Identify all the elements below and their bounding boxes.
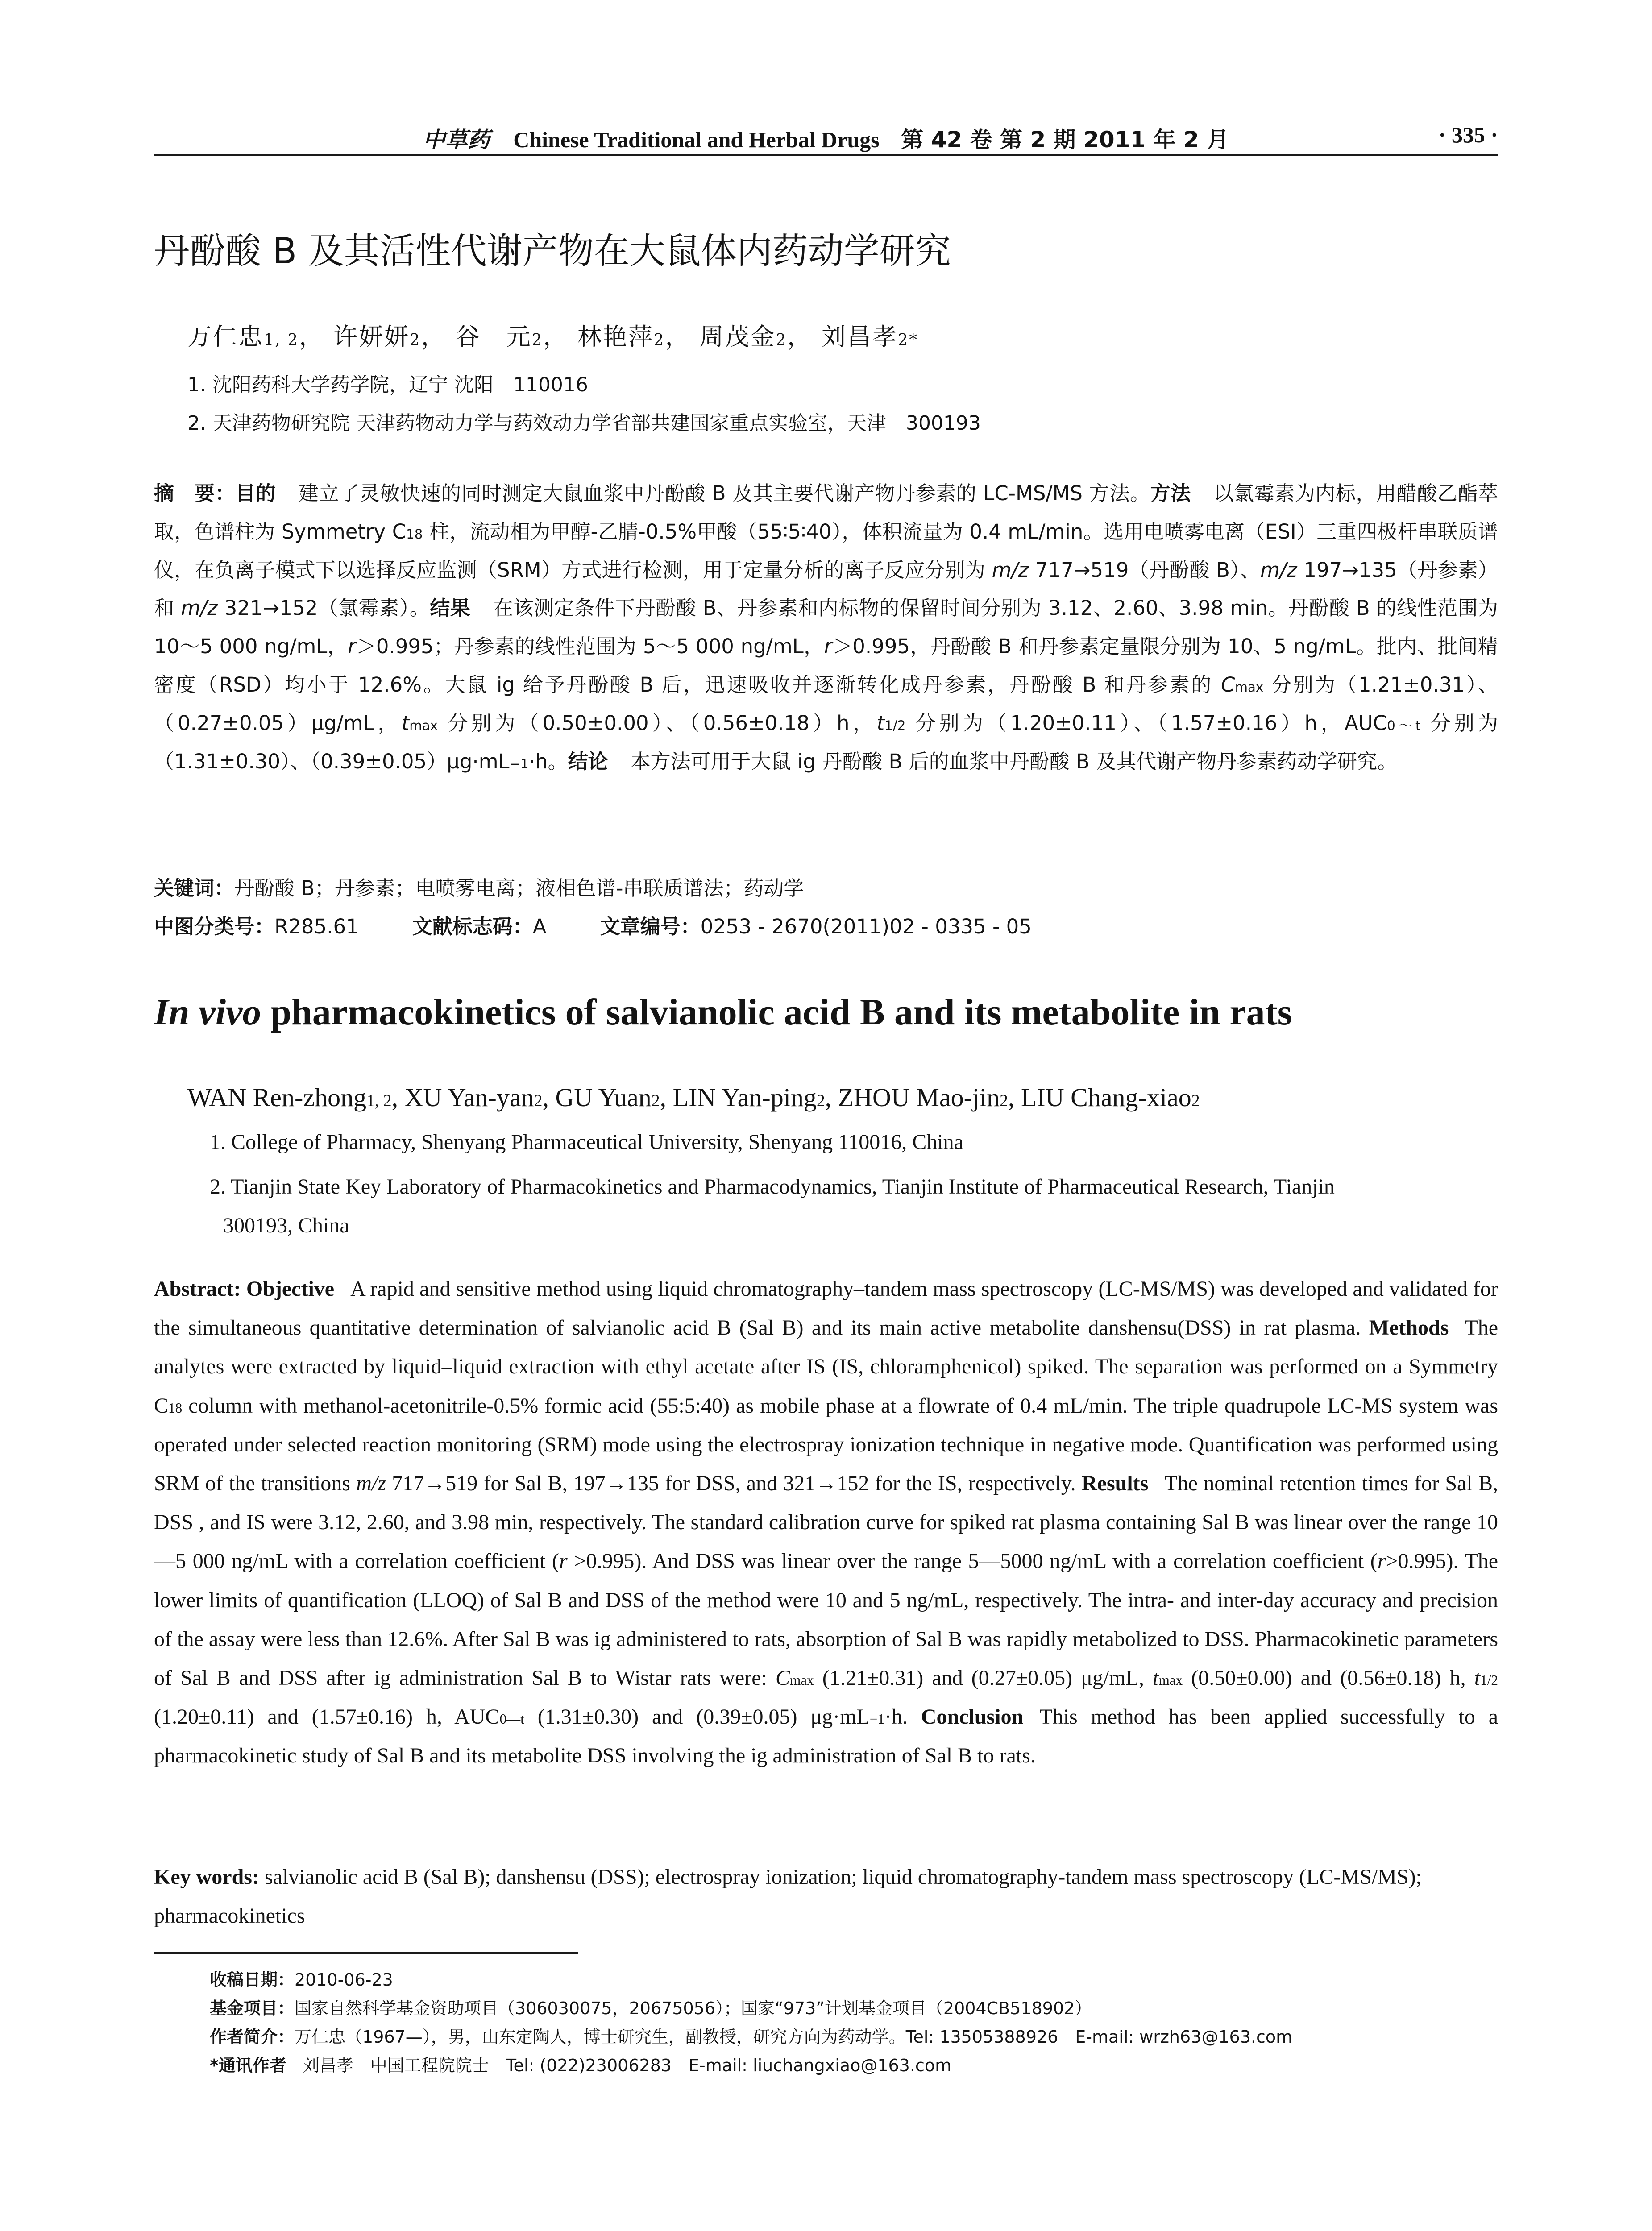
- r-symbol: r: [348, 634, 356, 659]
- en-author-affil-mark: 2: [1000, 1091, 1008, 1110]
- en-title-rest: pharmacokinetics of salvianolic acid B and its metabolite in rats: [261, 991, 1292, 1033]
- doc-code-label: 文献标志码：: [412, 915, 533, 938]
- en-title: [154, 991, 1498, 1034]
- cn-results-text: 分别为（1.31±0.30）、（0.39±0.05）μg·mL: [154, 711, 1498, 773]
- cn-keywords: [154, 872, 804, 901]
- author-separator: ，: [299, 323, 324, 351]
- class-value: R285.61: [274, 915, 359, 938]
- cn-results-text: ＞0.995；丹参素的线性范围为 5～5 000 ng/mL，: [356, 634, 824, 659]
- cn-methods-text: 321→152（氯霉素）。: [217, 596, 430, 620]
- author-bio-label: 作者简介：: [210, 2027, 295, 2047]
- cmax-symbol: C: [776, 1666, 790, 1690]
- en-results-text: ·h.: [884, 1705, 908, 1729]
- author-bio-text: 万仁忠（1967—），男，山东定陶人，博士研究生，副教授，研究方向为药动学。Tel: 13505388926 E-mail: wrzh63@163.com: [295, 2027, 1293, 2047]
- cn-methods-text: 柱，流动相为甲醇-乙腈-0.5%甲酸（55∶5∶40），体积流量为 0.4 mL/min。选用电喷雾电离（ESI）三重四极杆串联质谱仪，在负离子模式下以选择反应监测（SRM）方式进行检测，用于定量分析的离子反应分别为: [154, 519, 1498, 582]
- en-author: GU Yuan: [555, 1083, 652, 1112]
- corresponding-text: 刘昌孝 中国工程院院士 Tel: (022)23006283 E-mail: liuchangxiao@163.com: [302, 2056, 952, 2075]
- cn-author: 林艳萍: [577, 323, 654, 351]
- journal-name-en: Chinese Traditional and Herbal Drugs: [513, 127, 880, 152]
- cn-keywords-label: 关键词：: [154, 876, 235, 900]
- r-symbol: r: [1377, 1549, 1386, 1573]
- article-no-label: 文章编号：: [600, 915, 701, 938]
- footnote-fund: [210, 1994, 1498, 2023]
- en-conclusion-label: Conclusion: [921, 1705, 1024, 1729]
- en-objective-label: Objective: [246, 1277, 335, 1301]
- en-author-affil-mark: 2: [651, 1091, 660, 1110]
- author-separator: ,: [391, 1083, 405, 1112]
- cn-author-affil-mark: 2: [654, 331, 665, 349]
- corresponding-label: *通讯作者: [210, 2056, 286, 2075]
- en-abstract: [154, 1269, 1498, 1775]
- en-results-text: (1.21±0.31) and (0.27±0.05) μg/mL,: [814, 1666, 1153, 1690]
- en-methods-text: The analytes were extracted by liquid–liquid extraction with ethyl acetate after IS (IS, chloramphenicol) spiked. The separation was performed on a Symmetry C: [154, 1316, 1498, 1418]
- subscript: 0～t: [1387, 717, 1421, 733]
- class-label: 中图分类号：: [154, 915, 275, 938]
- author-separator: ，: [665, 323, 691, 351]
- en-results-label: Results: [1081, 1472, 1149, 1496]
- subscript: 0—t: [499, 1711, 524, 1727]
- cn-results-text: ＞0.995，丹酚酸 B 和丹参素定量限分别为 10、5 ng/mL。批内、批间精密度（RSD）均小于 12.6%。大鼠 ig 给予丹酚酸 B 后，迅速吸收并逐渐转化成丹参素，丹酚酸 B 和丹参素的: [154, 634, 1498, 697]
- en-author-affil-mark: 2: [816, 1091, 825, 1110]
- footnote-author: [210, 2023, 1498, 2051]
- en-results-text: >0.995). The lower limits of quantification (LLOQ) of Sal B and DSS of the method were 10 and 5 ng/mL, respectively. The intra- and inter-day accuracy and precision of the assay were less than 12.6%. After Sal B was ig administered to rats, absorption of Sal B was rapidly metabolized to DSS. Pharmacokinetic parameters of Sal B and DSS after ig administration Sal B to Wistar rats were:: [154, 1549, 1498, 1690]
- cn-objective-label: 目的: [235, 481, 276, 505]
- cn-affiliation-1: 1. 沈阳药科大学药学院，辽宁 沈阳 110016: [187, 373, 588, 396]
- en-affiliation-1: 1. College of Pharmacy, Shenyang Pharmaceutical University, Shenyang 110016, China: [210, 1130, 963, 1154]
- en-author-affil-mark: 2: [534, 1091, 543, 1110]
- mz-symbol: m/z: [1260, 558, 1297, 582]
- r-symbol: r: [824, 634, 833, 659]
- cn-objective-text: 建立了灵敏快速的同时测定大鼠血浆中丹酚酸 B 及其主要代谢产物丹参素的 LC-MS/MS 方法。: [298, 481, 1150, 505]
- cn-classification: [154, 910, 1032, 939]
- cn-author-list: [187, 318, 1482, 352]
- author-separator: ,: [660, 1083, 673, 1112]
- author-separator: ，: [543, 323, 569, 351]
- en-title-italic: In vivo: [154, 991, 261, 1033]
- cn-methods-text: 197→135（丹参素）和: [154, 558, 1498, 620]
- cn-abstract: [154, 474, 1498, 780]
- en-results-text: (1.31±0.30) and (0.39±0.05) μg·mL: [524, 1705, 870, 1729]
- cn-author-affil-mark: 2: [410, 331, 421, 349]
- footnote-corresponding: [210, 2051, 1498, 2080]
- subscript: 18: [168, 1400, 183, 1416]
- cn-results-text: ·h。: [528, 749, 568, 773]
- cn-author: 刘昌孝: [822, 323, 898, 351]
- cn-author-affil-mark: 1, 2: [264, 331, 299, 349]
- cn-author: 许妍妍: [333, 323, 410, 351]
- en-methods-text: column with methanol-acetonitrile-0.5% formic acid (55:5:40) as mobile phase at a flowrate of 0.4 mL/min. The triple quadrupole LC-MS system was operated under selected reaction monitoring (SRM) mode using the electrospray ionization technique in negative mode. Quantification was performed using SRM of the transitions: [154, 1393, 1498, 1496]
- tmax-symbol: t: [401, 711, 410, 735]
- running-header: [154, 118, 1498, 156]
- cn-methods-label: 方法: [1150, 481, 1191, 505]
- en-conclusion-text: This method has been applied successfully to a pharmacokinetic study of Sal B and its metabolite DSS involving the ig administration of Sal B to rats.: [154, 1705, 1498, 1768]
- en-methods-label: Methods: [1369, 1316, 1449, 1340]
- article-no-value: 0253 - 2670(2011)02 - 0335 - 05: [700, 915, 1032, 938]
- cn-conclusion-text: 本方法可用于大鼠 ig 丹酚酸 B 后的血浆中丹酚酸 B 及其代谢产物丹参素药动学研究。: [630, 749, 1398, 773]
- cn-author-affil-mark: 2: [531, 331, 543, 349]
- fund-label: 基金项目：: [210, 1999, 295, 2018]
- en-author: WAN Ren-zhong: [187, 1083, 367, 1112]
- en-methods-text: 717→519 for Sal B, 197→135 for DSS, and 321→152 for the IS, respectively.: [386, 1472, 1076, 1496]
- received-date: 2010-06-23: [295, 1970, 393, 1990]
- en-results-text: The nominal retention times for Sal B, DSS , and IS were 3.12, 2.60, and 3.98 min, respectively. The standard calibration curve for spiked rat plasma containing Sal B was linear over the range 10—5 000 ng/mL with a correlation coefficient (: [154, 1472, 1498, 1573]
- en-affiliation-2-line2: 300193, China: [223, 1214, 349, 1237]
- en-affiliation-2-line1: 2. Tianjin State Key Laboratory of Pharmacokinetics and Pharmacodynamics, Tianjin Institute of Pharmaceutical Research, Tianjin: [210, 1175, 1335, 1198]
- cn-author: 周茂金: [699, 323, 776, 351]
- journal-logo-cn: 中草药: [423, 127, 490, 153]
- en-keywords-text: salvianolic acid B (Sal B); danshensu (DSS); electrospray ionization; liquid chromatography-tandem mass spectroscopy (LC-MS/MS); pharmacokinetics: [154, 1865, 1422, 1928]
- en-author-list: [187, 1082, 1482, 1112]
- cn-methods-text: 717→519（丹酚酸 B）、: [1029, 558, 1261, 582]
- en-author: LIU Chang-xiao: [1021, 1083, 1191, 1112]
- doc-code-value: A: [532, 915, 547, 938]
- cn-methods-text: 以氯霉素为内标，用醋酸乙酯萃取，色谱柱为 Symmetry C: [154, 481, 1498, 543]
- cn-results-text: 在该测定条件下丹酚酸 B、丹参素和内标物的保留时间分别为 3.12、2.60、3.98 min。丹酚酸 B 的线性范围为 10～5 000 ng/mL，: [154, 596, 1498, 659]
- cn-affiliation-2: 2. 天津药物研究院 天津药物动力学与药效动力学省部共建国家重点实验室，天津 300193: [187, 412, 981, 435]
- cn-conclusion-label: 结论: [568, 749, 608, 773]
- en-abstract-label: Abstract:: [154, 1277, 241, 1301]
- cmax-symbol: C: [1221, 672, 1235, 697]
- en-author-affil-mark: 1, 2: [366, 1091, 392, 1110]
- cn-title: 丹酚酸 B 及其活性代谢产物在大鼠体内药动学研究: [154, 230, 951, 272]
- cn-keywords-text: 丹酚酸 B；丹参素；电喷雾电离；液相色谱-串联质谱法；药动学: [234, 876, 804, 900]
- subscript: max: [1158, 1672, 1183, 1688]
- footnotes: [210, 1966, 1498, 2080]
- subscript: 1/2: [884, 717, 906, 733]
- en-results-text: >0.995). And DSS was linear over the range 5—5000 ng/mL with a correlation coefficient (: [567, 1549, 1378, 1573]
- en-objective-text: A rapid and sensitive method using liquid chromatography–tandem mass spectroscopy (LC-MS/MS) was developed and validated for the simultaneous quantitative determination of salvianolic acid B (Sal B) and its main active metabolite danshensu(DSS) in rat plasma.: [154, 1277, 1498, 1340]
- en-author: ZHOU Mao-jin: [838, 1083, 1000, 1112]
- mz-symbol: m/z: [181, 596, 218, 620]
- en-results-text: (1.20±0.11) and (1.57±0.16) h, AUC: [154, 1705, 500, 1729]
- tmax-symbol: t: [1153, 1666, 1159, 1690]
- superscript: −1: [869, 1711, 884, 1727]
- cn-results-label: 结果: [430, 596, 471, 620]
- mz-symbol: m/z: [356, 1472, 386, 1496]
- subscript: 1/2: [1480, 1672, 1498, 1688]
- en-author: LIN Yan-ping: [672, 1083, 817, 1112]
- cn-results-text: 分别为（1.21±0.31）、（0.27±0.05）μg/mL，: [154, 672, 1498, 735]
- subscript: max: [1235, 679, 1264, 695]
- subscript: 18: [406, 526, 423, 542]
- subscript: max: [409, 717, 438, 733]
- author-separator: ,: [1008, 1083, 1021, 1112]
- page-number: · 335 ·: [1438, 122, 1498, 147]
- cn-abstract-label: 摘 要：: [154, 481, 236, 505]
- received-label: 收稿日期：: [210, 1970, 295, 1990]
- r-symbol: r: [559, 1549, 568, 1573]
- en-author: XU Yan-yan: [404, 1083, 534, 1112]
- author-separator: ,: [542, 1083, 556, 1112]
- cn-results-text: 分别为（0.50±0.00）、（0.56±0.18）h，: [437, 711, 877, 735]
- en-affiliation-2: [210, 1167, 1498, 1245]
- en-keywords-label: Key words:: [154, 1865, 259, 1889]
- cn-author: 万仁忠: [187, 323, 264, 351]
- author-separator: ，: [787, 323, 813, 351]
- issue-info: 第 42 卷 第 2 期 2011 年 2 月: [901, 127, 1229, 153]
- running-header-center: [154, 122, 1498, 154]
- fund-text: 国家自然科学基金资助项目（306030075，20675056）；国家“973”计划基金项目（2004CB518902）: [295, 1999, 1092, 2018]
- superscript: −1: [509, 756, 529, 771]
- footnote-received: [210, 1966, 1498, 1994]
- mz-symbol: m/z: [992, 558, 1029, 582]
- en-results-text: (0.50±0.00) and (0.56±0.18) h,: [1183, 1666, 1474, 1690]
- cn-author-affil-mark: 2: [776, 331, 787, 349]
- thalf-symbol: t: [1474, 1666, 1481, 1690]
- author-separator: ，: [421, 323, 447, 351]
- author-separator: ,: [825, 1083, 838, 1112]
- en-keywords: [154, 1858, 1498, 1935]
- en-author-affil-mark: 2: [1191, 1091, 1200, 1110]
- subscript: max: [790, 1672, 814, 1688]
- cn-author-affil-mark: 2*: [898, 331, 918, 349]
- cn-author: 谷 元: [455, 323, 532, 351]
- cn-results-text: 分别为（1.20±0.11）、（1.57±0.16）h，AUC: [905, 711, 1387, 735]
- thalf-symbol: t: [876, 711, 885, 735]
- footnote-rule: [154, 1952, 578, 1954]
